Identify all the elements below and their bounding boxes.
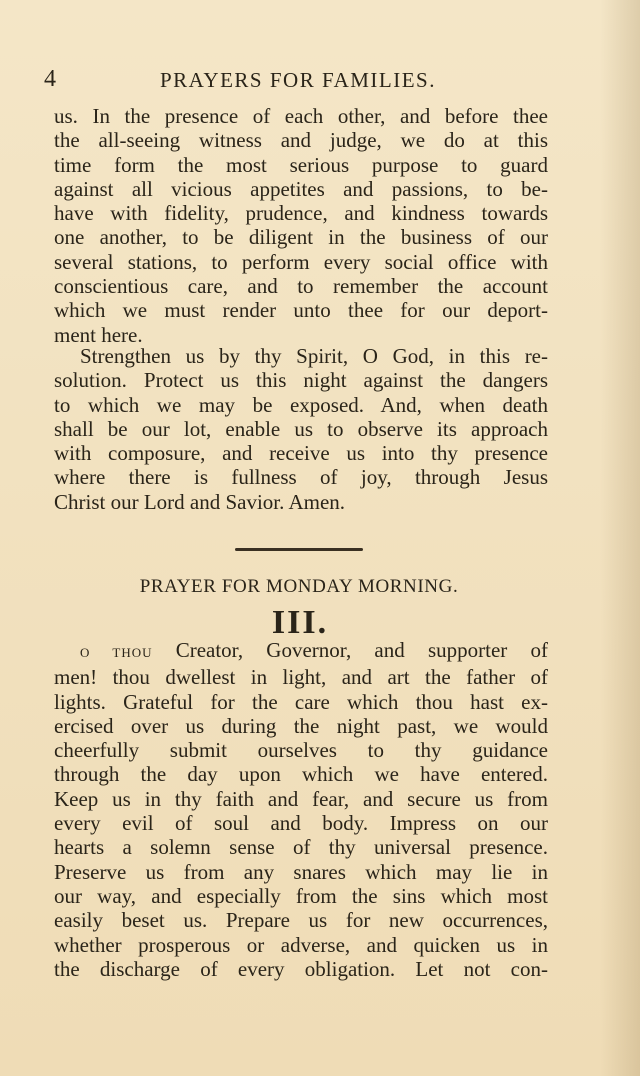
text-line: the discharge of every obligation. Let not con- [54, 956, 548, 981]
section-divider [235, 548, 363, 552]
section-numeral: III. [271, 604, 329, 641]
text-line: lights. Grateful for the care which thou hast ex- [54, 689, 548, 714]
text-line: our way, and especially from the sins which most [54, 883, 548, 908]
text-line: easily beset us. Prepare us for new occurrences, [54, 908, 548, 933]
running-head: PRAYERS FOR FAMILIES. [160, 68, 436, 92]
text-line: Strengthen us by thy Spirit, O God, in this re- [80, 344, 548, 368]
text-line: to which we may be exposed. And, when death [54, 392, 548, 417]
text-line: ercised over us during the night past, we would [54, 713, 548, 738]
paragraph-monday-morning [54, 638, 548, 981]
text-line: with composure, and receive us into thy presence [54, 441, 548, 466]
text-line: the all-seeing witness and judge, we do at this [54, 128, 548, 153]
text-line: one another, to be diligent in the business of our [54, 225, 548, 250]
text-line: Keep us in thy faith and fear, and secure us from [54, 786, 548, 811]
text-line: us. In the presence of each other, and before thee [54, 104, 548, 128]
text-line: Preserve us from any snares which may lie in [54, 859, 548, 884]
text-line: Christ our Lord and Savior. Amen. [54, 489, 346, 514]
text-line: where there is fullness of joy, through Jesus [54, 465, 548, 490]
text-line-opening [54, 638, 548, 665]
text-line: time form the most serious purpose to guard [54, 152, 548, 177]
text-line: solution. Protect us this night against the dangers [54, 368, 548, 393]
opening-line-rest: Creator, Governor, and supporter of [152, 638, 548, 662]
opening-words: O THOU [80, 645, 153, 660]
text-line: cheerfully submit ourselves to thy guidance [54, 738, 548, 763]
page-header [44, 66, 554, 98]
text-line: every evil of soul and body. Impress on our [54, 811, 548, 836]
paragraph-continued [54, 104, 548, 347]
text-line: men! thou dwellest in light, and art the father of [54, 665, 548, 690]
text-line: against all vicious appetites and passions, to be- [54, 176, 548, 201]
text-line: conscientious care, and to remember the account [54, 274, 548, 299]
divider-rule [235, 548, 363, 551]
text-line: through the day upon which we have entered. [54, 762, 548, 787]
text-line: ment here. [54, 322, 143, 347]
section-title: PRAYER FOR MONDAY MORNING. [139, 576, 459, 597]
text-line: have with fidelity, prudence, and kindness towards [54, 201, 548, 226]
page-number: 4 [44, 66, 56, 92]
text-line: which we must render unto thee for our deport- [54, 298, 548, 323]
text-line: shall be our lot, enable us to observe its approach [54, 416, 548, 441]
text-line: whether prosperous or adverse, and quicken us in [54, 932, 548, 957]
text-line: hearts a solemn sense of thy universal presence. [54, 835, 548, 860]
text-line: several stations, to perform every social office with [54, 249, 548, 274]
paragraph-strengthen [54, 344, 548, 514]
